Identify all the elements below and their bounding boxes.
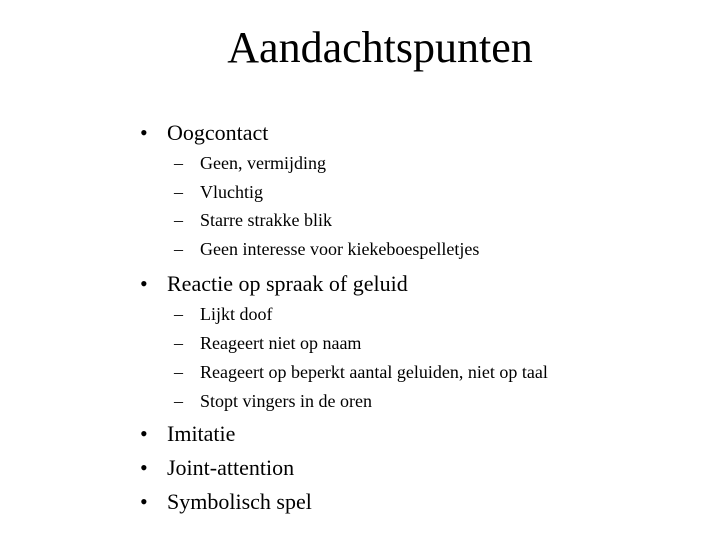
slide-title: Aandachtspunten [227,23,533,72]
bullet-icon: • [140,455,148,480]
bullet-icon: • [140,120,148,145]
bullet-text: Symbolisch spel [167,489,312,514]
dash-icon: – [174,304,183,324]
dash-icon: – [174,239,183,259]
sub-item-text: Reageert op beperkt aantal geluiden, niet op taal [200,362,548,382]
dash-icon: – [174,182,183,202]
dash-icon: – [174,153,183,173]
bullet-text: Joint-attention [167,455,295,480]
bullet-text: Oogcontact [167,120,269,145]
sub-item-text: Stopt vingers in de oren [200,391,372,411]
dash-icon: – [174,391,183,411]
dash-icon: – [174,362,183,382]
sub-item-text: Geen, vermijding [200,153,326,173]
bullet-icon: • [140,271,148,296]
sub-item-text: Reageert niet op naam [200,333,362,353]
bullet-text: Imitatie [167,421,236,446]
sub-item-text: Starre strakke blik [200,210,332,230]
dash-icon: – [174,333,183,353]
dash-icon: – [174,210,183,230]
sub-item-text: Lijkt doof [200,304,273,324]
bullet-icon: • [140,421,148,446]
sub-item-text: Geen interesse voor kiekeboespelletjes [200,239,480,259]
bullet-icon: • [140,489,148,514]
sub-item-text: Vluchtig [200,182,263,202]
bullet-text: Reactie op spraak of geluid [167,271,408,296]
